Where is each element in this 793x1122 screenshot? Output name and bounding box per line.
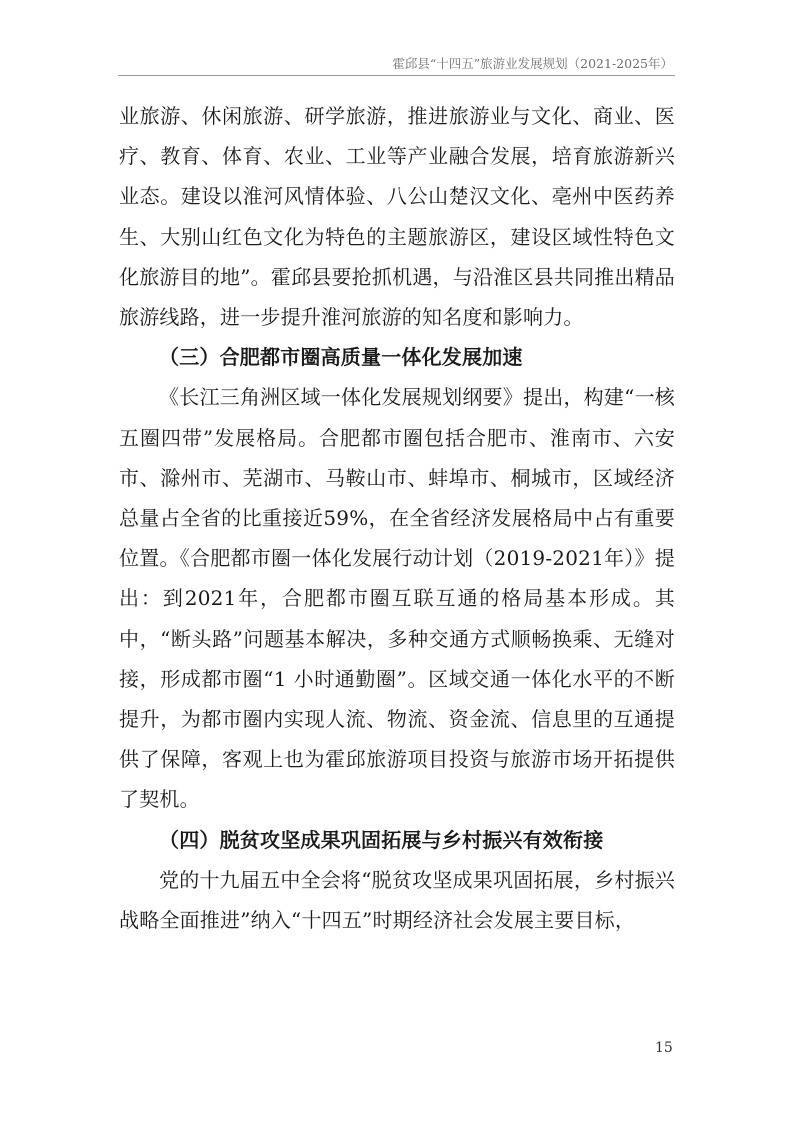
section-heading-4: （四）脱贫攻坚成果巩固拓展与乡村振兴有效衔接 <box>159 827 604 852</box>
paragraph-rural-revitalization: 党的十九届五中全会将“脱贫攻坚成果巩固拓展，乡村振兴战略全面推进”纳入“十四五”时期经济社会发展主要目标， <box>119 867 675 933</box>
paragraph-hefei-metro: 《长江三角洲区域一体化发展规划纲要》提出，构建“一核五圈四带”发展格局。合肥都市圈包括合肥市、淮南市、六安市、滁州市、芜湖市、马鞍山市、蚌埠市、桐城市，区域经济总量占全省的比重接近59%，在全省经济发展格局中占有重要位置。《合肥都市圈一体化发展行动计划（2019-2021年）》提出：到2021年，合肥都市圈互联互通的格局基本形成。其中，“断头路”问题基本解决，多种交通方式顺畅换乘、无缝对接，形成都市圈“1 小时通勤圈”。区域交通一体化水平的不断提升，为都市圈内实现人流、物流、资金流、信息里的互通提供了保障，客观上也为霍邱旅游项目投资与旅游市场开拓提供了契机。 <box>119 385 675 812</box>
page-number: 15 <box>655 1040 673 1056</box>
paragraph-continued: 业旅游、休闲旅游、研学旅游，推进旅游业与文化、商业、医疗、教育、体育、农业、工业等产业融合发展，培育旅游新兴业态。建设以淮河风情体验、八公山楚汉文化、亳州中医药养生、大别山红色文化为特色的主题旅游区，建设区域性特色文化旅游目的地”。霍邱县要抢抓机遇，与沿淮区县共同推出精品旅游线路，进一步提升淮河旅游的知名度和影响力。 <box>119 104 675 330</box>
header-divider <box>118 75 675 76</box>
document-body <box>119 96 675 940</box>
section-heading-3: （三）合肥都市圈高质量一体化发展加速 <box>159 345 523 370</box>
running-header: 霍邱县“十四五”旅游业发展规划（2021-2025年） <box>392 56 673 71</box>
